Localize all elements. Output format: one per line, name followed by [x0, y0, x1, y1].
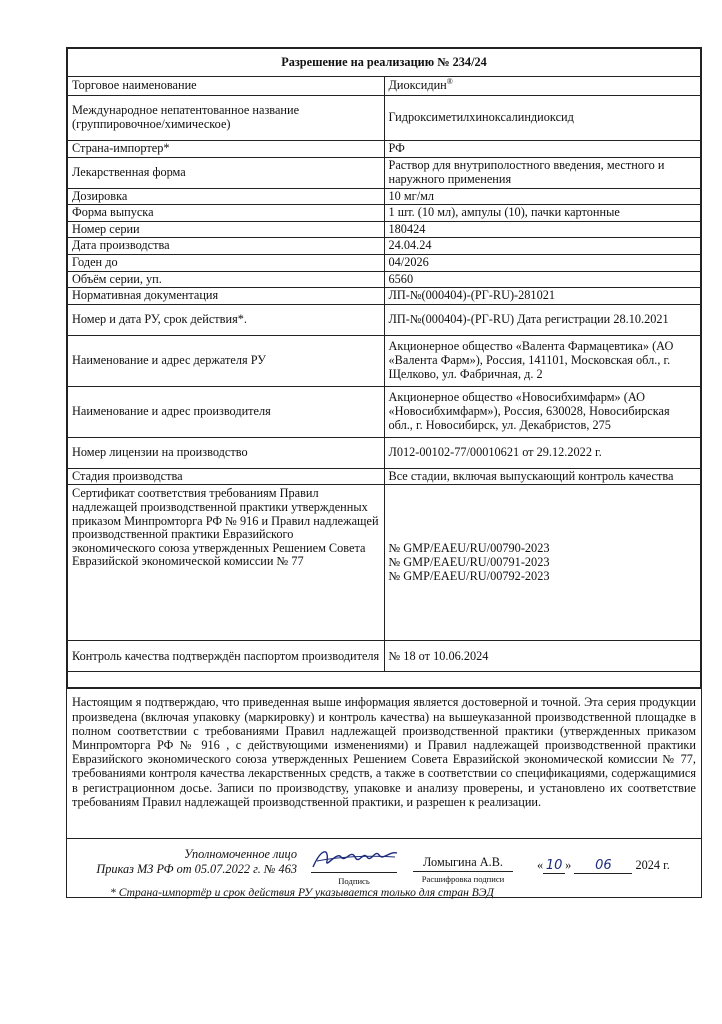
date-quote-open: «: [537, 858, 544, 873]
row-label-trade-name: Торговое наименование: [68, 77, 385, 96]
handwritten-signature: [307, 843, 403, 873]
signature-line: [311, 872, 397, 873]
row-value-holder: Акционерное общество «Валента Фармацевтика» (АО «Валента Фарм»), Россия, 141101, Московская обл., г. Щелково, ул. Фабричная, д. 2: [384, 335, 701, 386]
row-label-license: Номер лицензии на производство: [68, 437, 385, 468]
footnote: * Страна-импортёр и срок действия РУ указывается только для стран ВЭД: [110, 886, 494, 899]
row-label-production-date: Дата производства: [68, 238, 385, 255]
row-label-production-stage: Стадия производства: [68, 468, 385, 485]
row-value-dosage: 10 мг/мл: [384, 188, 701, 205]
row-value-trade-name: Диоксидин®: [384, 77, 701, 96]
date-day: 10: [543, 859, 565, 874]
signer-name-block: [413, 855, 513, 884]
row-label-expiry: Годен до: [68, 254, 385, 271]
permit-table: [67, 48, 701, 688]
authorized-person-title: Уполномоченное лицо: [184, 847, 297, 862]
row-label-batch-number: Номер серии: [68, 221, 385, 238]
document-title: Разрешение на реализацию № 234/24: [68, 49, 701, 77]
row-value-batch-volume: 6560: [384, 271, 701, 288]
row-value-quality-control: № 18 от 10.06.2024: [384, 641, 701, 672]
row-label-release-form: Форма выпуска: [68, 205, 385, 222]
row-label-gmp-certificate: Сертификат соответствия требованиям Правил надлежащей производственной практики утвержденных приказом Минпромторга РФ № 916 и Правил надлежащей производственной практики Евразийского экономического союза утвержденных Решением Совета Евразийской экономической комиссии № 77: [68, 485, 385, 641]
row-label-dosage-form: Лекарственная форма: [68, 157, 385, 188]
date-year: 2024 г.: [635, 858, 670, 873]
spacer-row: [68, 672, 701, 688]
authorized-person-order: Приказ МЗ РФ от 05.07.2022 г. № 463: [96, 862, 297, 877]
row-label-batch-volume: Объём серии, уп.: [68, 271, 385, 288]
date-quote-close: »: [565, 858, 572, 873]
row-value-inn: Гидроксиметилхиноксалиндиоксид: [384, 96, 701, 141]
signature-caption: Подпись: [338, 876, 370, 887]
row-value-batch-number: 180424: [384, 221, 701, 238]
row-label-importer-country: Страна-импортер*: [68, 141, 385, 158]
signer-name-caption: Расшифровка подписи: [421, 874, 505, 885]
authorized-person: [67, 847, 297, 877]
row-value-regulatory-docs: ЛП-№(000404)-(РГ-RU)-281021: [384, 288, 701, 305]
row-label-dosage: Дозировка: [68, 188, 385, 205]
gmp-certificate-item: № GMP/EAEU/RU/00790-2023: [388, 541, 550, 556]
row-value-production-stage: Все стадии, включая выпускающий контроль качества: [384, 468, 701, 485]
signer-name: Ломыгина А.В.: [413, 855, 513, 872]
row-value-release-form: 1 шт. (10 мл), ампулы (10), пачки картонные: [384, 205, 701, 222]
signature-date: [537, 858, 697, 874]
permit-document: [66, 47, 702, 898]
row-value-importer-country: РФ: [384, 141, 701, 158]
row-value-expiry: 04/2026: [384, 254, 701, 271]
row-label-manufacturer: Наименование и адрес производителя: [68, 386, 385, 437]
row-label-holder: Наименование и адрес держателя РУ: [68, 335, 385, 386]
gmp-certificate-item: № GMP/EAEU/RU/00791-2023: [388, 555, 550, 570]
gmp-certificate-item: № GMP/EAEU/RU/00792-2023: [388, 568, 550, 583]
row-value-registration: ЛП-№(000404)-(РГ-RU) Дата регистрации 28.10.2021: [384, 304, 701, 335]
row-value-license: Л012-00102-77/00010621 от 29.12.2022 г.: [384, 437, 701, 468]
declaration-text: Настоящим я подтверждаю, что приведенная выше информация является достоверной и точной. Эта серия продукции произведена (включая упаковку (маркировку) и контроль качества) на вышеуказанной производственной площадке в полном соответствии с требованиями Правил надлежащей производственной практики (утвержденных приказом Минпромторга РФ № 916 , с действующими изменениями) и Правил надлежащей производственной практики Евразийского экономического союза утвержденных Решением Совета Евразийской экономической комиссии № 77, требованиями контроля качества лекарственных средств, а также в соответствии со спецификациями, содержащимися в регистрационном досье. Записи по производству, упаковке и анализу проверены, и установлено их соответствие требованиям Правил надлежащей производственной практики, и разрешен к реализации.: [67, 688, 701, 838]
date-month: 06: [574, 859, 632, 874]
row-label-quality-control: Контроль качества подтверждён паспортом производителя: [68, 641, 385, 672]
registered-mark: ®: [446, 77, 453, 87]
row-value-manufacturer: Акционерное общество «Новосибхимфарм» (АО «Новосибхимфарм»), Россия, 630028, Новосибирская обл., г. Новосибирск, ул. Декабристов, 275: [384, 386, 701, 437]
row-value-gmp-certificates: [384, 485, 701, 641]
row-value-dosage-form: Раствор для внутриполостного введения, местного и наружного применения: [384, 157, 701, 188]
row-label-registration: Номер и дата РУ, срок действия*.: [68, 304, 385, 335]
row-value-production-date: 24.04.24: [384, 238, 701, 255]
row-label-inn: Международное непатентованное название (группировочное/химическое): [68, 96, 385, 141]
row-label-regulatory-docs: Нормативная документация: [68, 288, 385, 305]
